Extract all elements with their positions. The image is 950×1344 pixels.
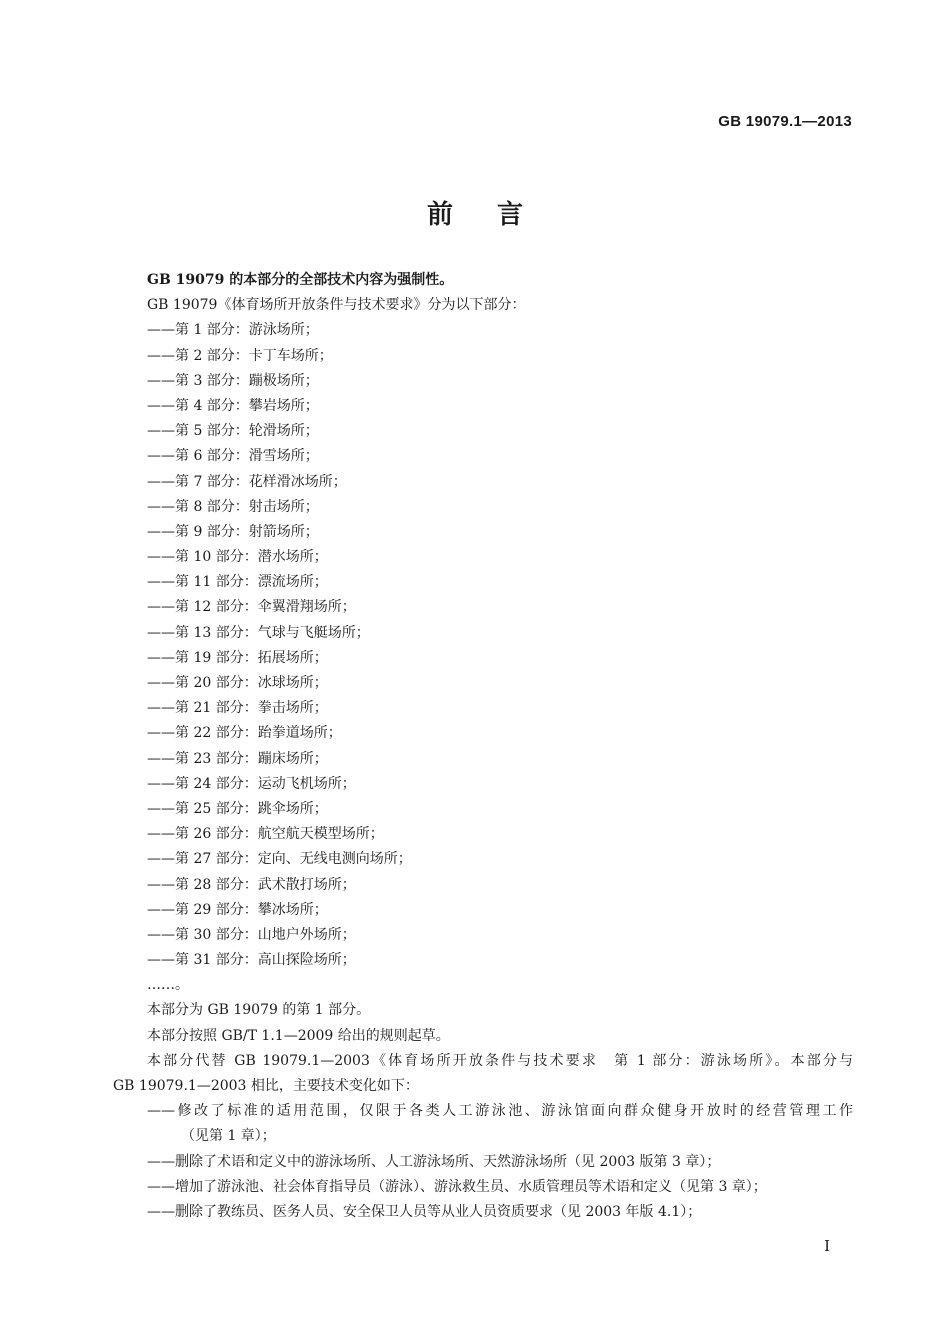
title-char-2: 言 — [497, 200, 524, 230]
list-item: ——第 8 部分：射击场所； — [147, 498, 319, 515]
list-item: ——第 4 部分：攀岩场所； — [147, 397, 319, 414]
change-item-4: ——删除了教练员、医务人员、安全保卫人员等从业人员资质要求（见 2003 年版 4.1）； — [147, 1203, 702, 1220]
document-body — [113, 268, 853, 1225]
page-number: I — [824, 1237, 830, 1255]
list-item: ——第 19 部分：拓展场所； — [147, 649, 328, 666]
paragraph-part-number: 本部分为 GB 19079 的第 1 部分。 — [147, 1002, 371, 1019]
list-item: ——第 24 部分：运动飞机场所； — [147, 775, 356, 792]
list-item: ——第 23 部分：蹦床场所； — [147, 750, 328, 767]
list-item: ——第 20 部分：冰球场所； — [147, 675, 328, 691]
list-item: ——第 1 部分：游泳场所； — [147, 322, 319, 339]
list-item: ——第 12 部分：伞翼滑翔场所； — [147, 599, 356, 616]
parts-list — [113, 318, 853, 973]
list-item: ——第 9 部分：射箭场所； — [147, 523, 319, 540]
page-title — [0, 194, 950, 231]
list-item: ——第 31 部分：高山探险场所； — [147, 952, 356, 969]
intro-parts-statement: GB 19079《体育场所开放条件与技术要求》分为以下部分： — [147, 297, 526, 314]
standard-code: GB 19079.1—2013 — [718, 113, 852, 130]
list-item: ——第 27 部分：定向、无线电测向场所； — [147, 851, 412, 868]
paragraph-replaces-line2: GB 19079.1—2003 相比，主要技术变化如下： — [113, 1078, 419, 1094]
list-item: ——第 7 部分：花样滑冰场所； — [147, 473, 347, 490]
list-item: ——第 22 部分：跆拳道场所； — [147, 725, 342, 742]
list-item: ——第 2 部分：卡丁车场所； — [147, 347, 333, 364]
change-item-1-line2: （见第 1 章）； — [181, 1128, 276, 1145]
list-item: ——第 5 部分：轮滑场所； — [147, 423, 319, 440]
list-item: ——第 21 部分：拳击场所； — [147, 700, 328, 717]
list-item: ——第 28 部分：武术散打场所； — [147, 876, 356, 893]
list-item: ——第 29 部分：攀冰场所； — [147, 901, 328, 918]
list-item: ——第 26 部分：航空航天模型场所； — [147, 826, 384, 843]
list-item: ——第 3 部分：蹦极场所； — [147, 372, 319, 389]
change-item-1-line1: ——修改了标准的适用范围，仅限于各类人工游泳池、游泳馆面向群众健身开放时的经营管理工作 — [147, 1103, 853, 1120]
list-item: ——第 13 部分：气球与飞艇场所； — [147, 624, 370, 641]
list-item: ——第 6 部分：滑雪场所； — [147, 448, 319, 465]
ellipsis: ……。 — [147, 977, 189, 994]
paragraph-replaces-line1: 本部分代替 GB 19079.1—2003《体育场所开放条件与技术要求 第 1 部分：游泳场所》。本部分与 — [147, 1052, 853, 1069]
title-char-1: 前 — [426, 200, 453, 230]
change-item-3: ——增加了游泳池、社会体育指导员（游泳）、游泳救生员、水质管理员等术语和定义（见第 3 章）； — [147, 1178, 767, 1195]
change-item-2: ——删除了术语和定义中的游泳场所、人工游泳场所、天然游泳场所（见 2003 版第 3 章）； — [147, 1153, 721, 1170]
list-item: ——第 11 部分：漂流场所； — [147, 574, 328, 591]
list-item: ——第 10 部分：潜水场所； — [147, 549, 328, 566]
list-item: ——第 30 部分：山地户外场所； — [147, 926, 356, 943]
intro-mandatory-statement: GB 19079 的本部分的全部技术内容为强制性。 — [147, 272, 454, 288]
paragraph-drafting-rules: 本部分按照 GB/T 1.1—2009 给出的规则起草。 — [147, 1027, 450, 1044]
list-item: ——第 25 部分：跳伞场所； — [147, 800, 328, 817]
